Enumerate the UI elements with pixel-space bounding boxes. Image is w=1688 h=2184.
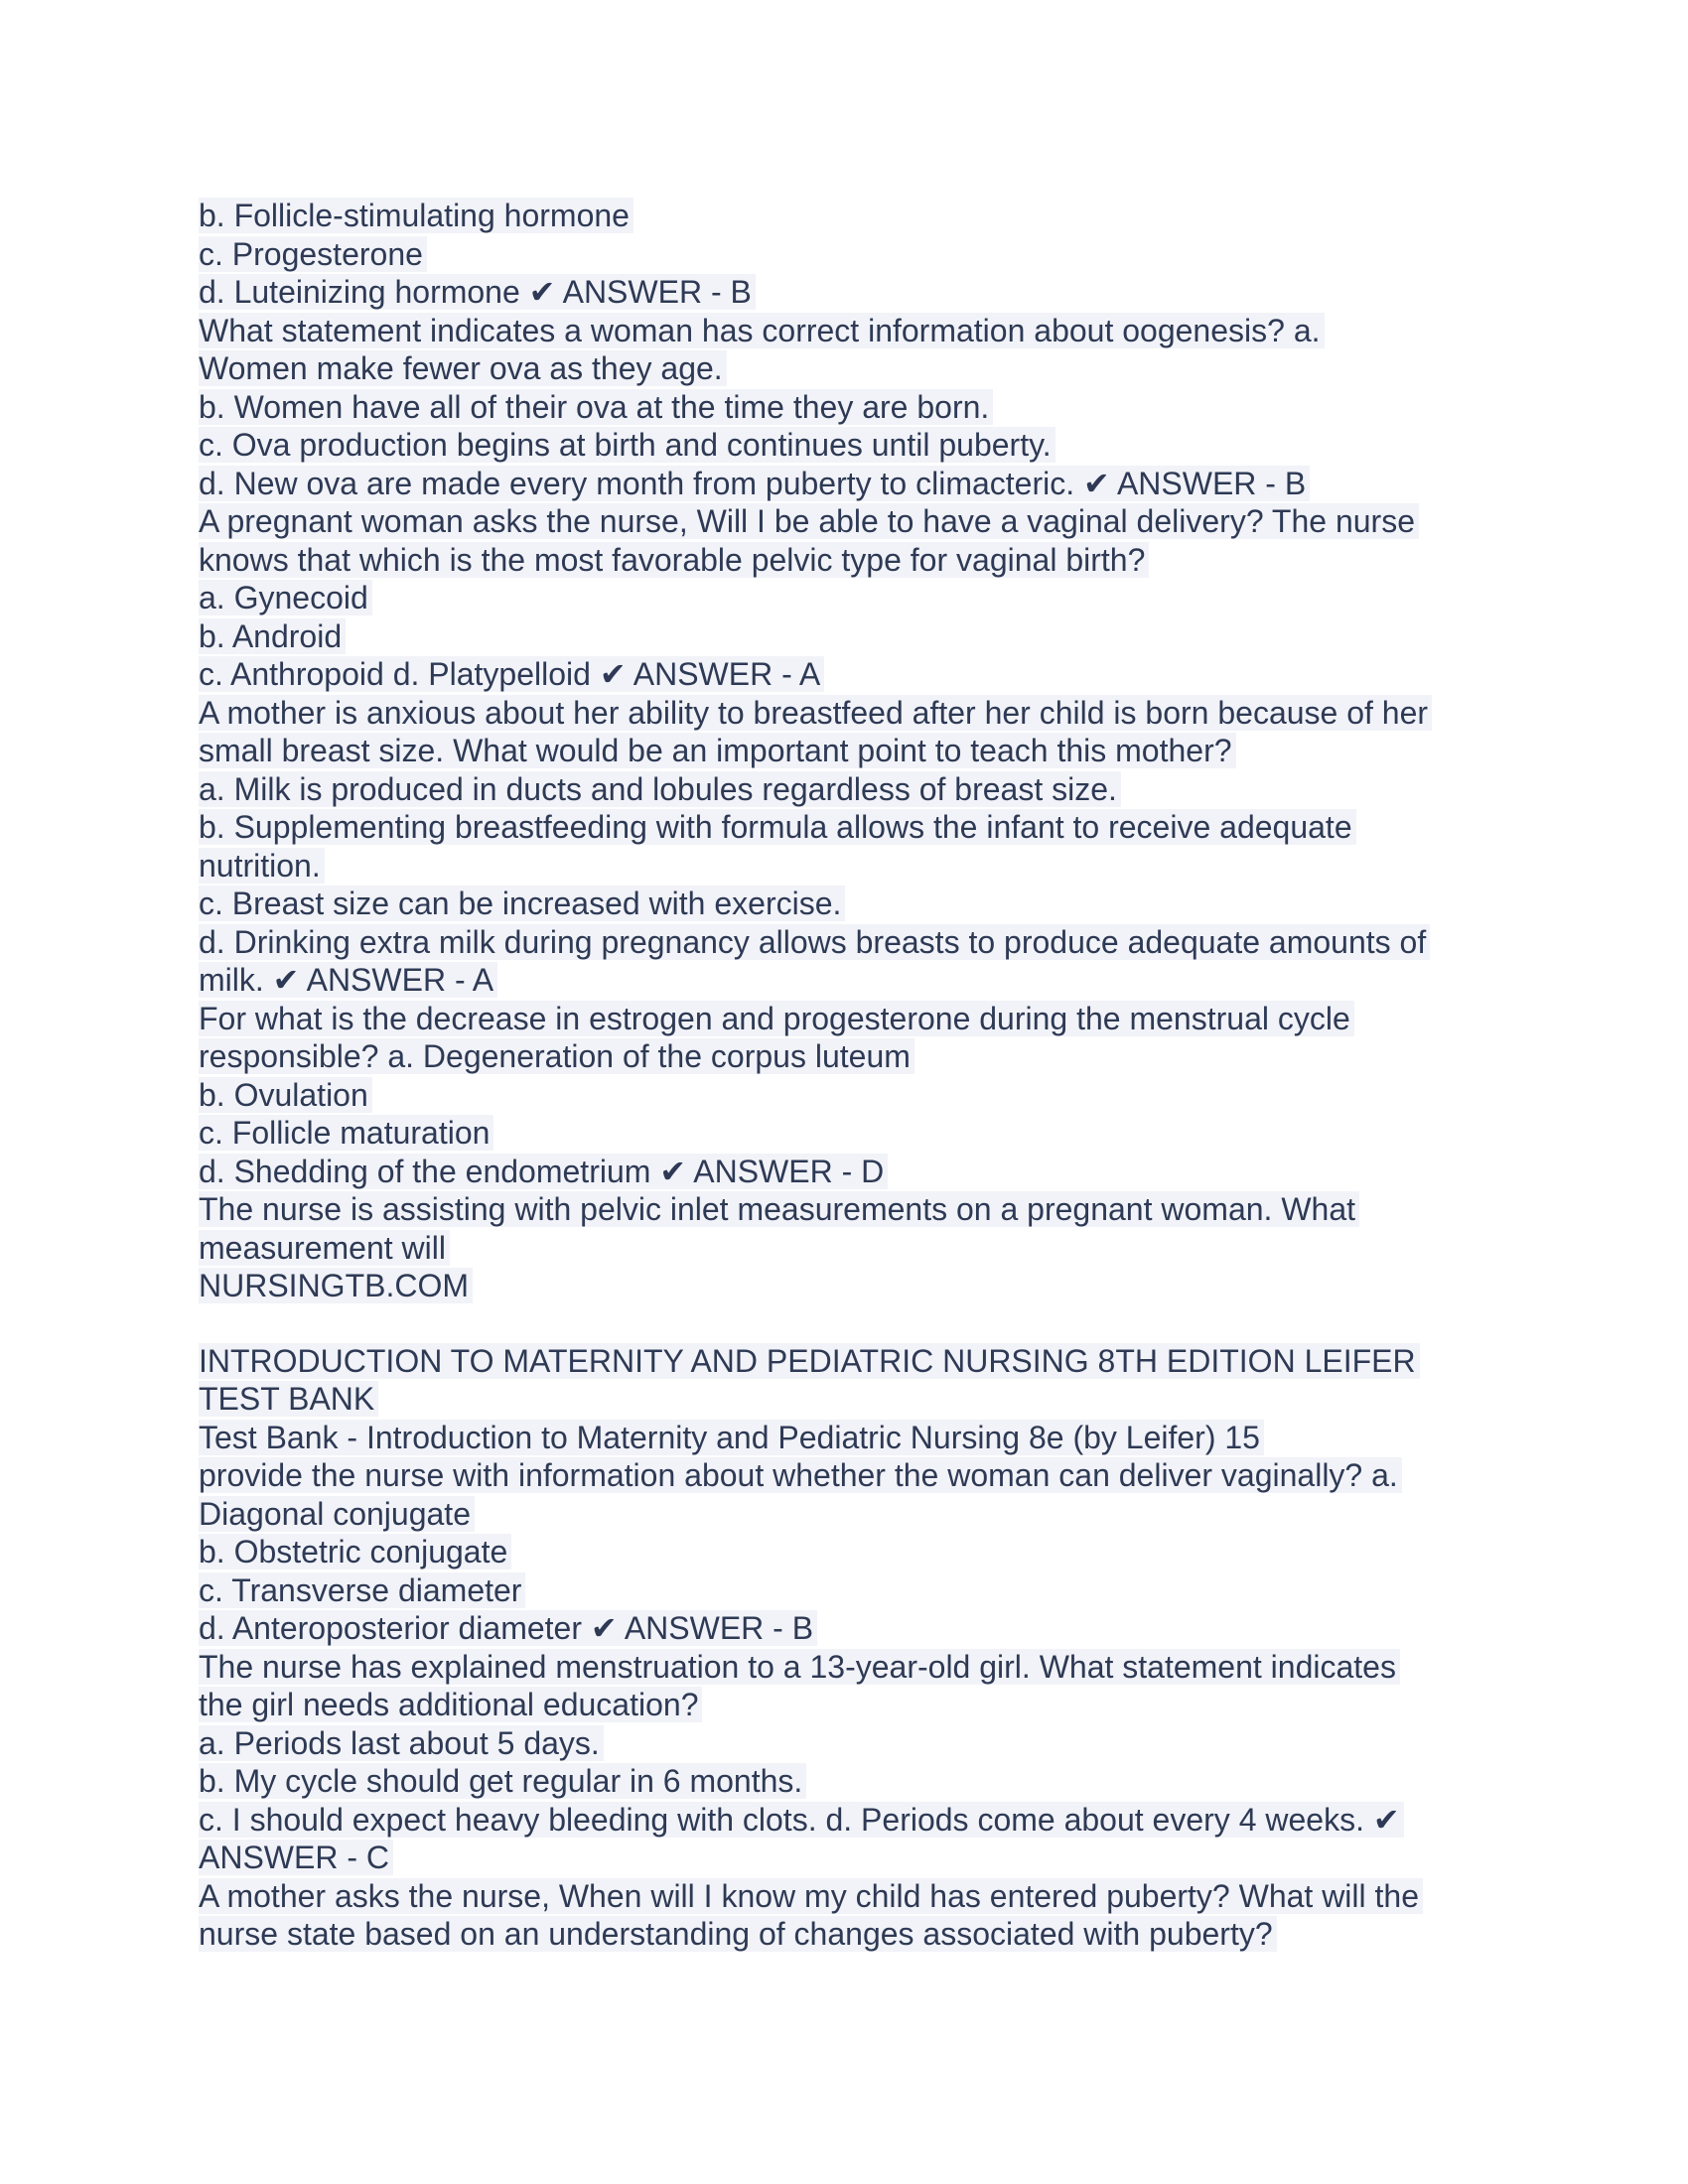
page-header: Test Bank - Introduction to Maternity and Pediatric Nursing 8e (by Leifer) 15: [199, 1419, 1519, 1457]
site-watermark: NURSINGTB.COM: [199, 1267, 1519, 1305]
text-line: d. Shedding of the endometrium ✔ ANSWER - D: [199, 1153, 1519, 1191]
document-heading: TEST BANK: [199, 1380, 1519, 1419]
text-block-2: [199, 1342, 1519, 1954]
text-line: the girl needs additional education?: [199, 1686, 1519, 1724]
text-line: b. Supplementing breastfeeding with formula allows the infant to receive adequate: [199, 808, 1519, 847]
text-line: The nurse has explained menstruation to a 13-year-old girl. What statement indicates: [199, 1648, 1519, 1687]
text-line: c. Anthropoid d. Platypelloid ✔ ANSWER - A: [199, 655, 1519, 694]
text-line: b. Follicle-stimulating hormone: [199, 197, 1519, 235]
text-line: For what is the decrease in estrogen and progesterone during the menstrual cycle: [199, 1000, 1519, 1038]
text-line: Women make fewer ova as they age.: [199, 349, 1519, 388]
text-line: nurse state based on an understanding of changes associated with puberty?: [199, 1915, 1519, 1954]
text-line: d. Luteinizing hormone ✔ ANSWER - B: [199, 273, 1519, 312]
text-line: milk. ✔ ANSWER - A: [199, 961, 1519, 1000]
text-line: A pregnant woman asks the nurse, Will I be able to have a vaginal delivery? The nurse: [199, 502, 1519, 541]
text-line: d. Anteroposterior diameter ✔ ANSWER - B: [199, 1609, 1519, 1648]
text-line: a. Gynecoid: [199, 579, 1519, 617]
text-line: knows that which is the most favorable pelvic type for vaginal birth?: [199, 541, 1519, 580]
text-line: responsible? a. Degeneration of the corpus luteum: [199, 1037, 1519, 1076]
text-line: ANSWER - C: [199, 1839, 1519, 1877]
text-line: c. I should expect heavy bleeding with clots. d. Periods come about every 4 weeks. ✔: [199, 1801, 1519, 1840]
text-line: What statement indicates a woman has correct information about oogenesis? a.: [199, 312, 1519, 350]
text-block-1: [199, 197, 1519, 1305]
text-line: d. New ova are made every month from puberty to climacteric. ✔ ANSWER - B: [199, 465, 1519, 503]
text-line: d. Drinking extra milk during pregnancy allows breasts to produce adequate amounts of: [199, 923, 1519, 962]
text-line: c. Progesterone: [199, 235, 1519, 274]
text-line: c. Ova production begins at birth and continues until puberty.: [199, 426, 1519, 465]
text-line: The nurse is assisting with pelvic inlet measurements on a pregnant woman. What: [199, 1190, 1519, 1229]
document-heading: INTRODUCTION TO MATERNITY AND PEDIATRIC NURSING 8TH EDITION LEIFER: [199, 1342, 1519, 1381]
text-line: b. Obstetric conjugate: [199, 1533, 1519, 1571]
text-line: A mother is anxious about her ability to breastfeed after her child is born because of her: [199, 694, 1519, 733]
text-line: measurement will: [199, 1229, 1519, 1268]
text-line: c. Breast size can be increased with exercise.: [199, 885, 1519, 923]
text-line: provide the nurse with information about whether the woman can deliver vaginally? a.: [199, 1456, 1519, 1495]
section-gap: [199, 1305, 1519, 1342]
text-line: b. Women have all of their ova at the time they are born.: [199, 388, 1519, 427]
text-line: small breast size. What would be an important point to teach this mother?: [199, 732, 1519, 770]
text-line: c. Follicle maturation: [199, 1114, 1519, 1153]
text-line: b. Android: [199, 617, 1519, 656]
text-line: a. Milk is produced in ducts and lobules regardless of breast size.: [199, 770, 1519, 809]
text-line: b. My cycle should get regular in 6 months.: [199, 1762, 1519, 1801]
text-line: c. Transverse diameter: [199, 1571, 1519, 1610]
text-line: A mother asks the nurse, When will I know my child has entered puberty? What will the: [199, 1877, 1519, 1916]
text-line: Diagonal conjugate: [199, 1495, 1519, 1534]
text-line: b. Ovulation: [199, 1076, 1519, 1115]
text-line: nutrition.: [199, 847, 1519, 886]
document-page: [199, 197, 1519, 1954]
text-line: a. Periods last about 5 days.: [199, 1724, 1519, 1763]
